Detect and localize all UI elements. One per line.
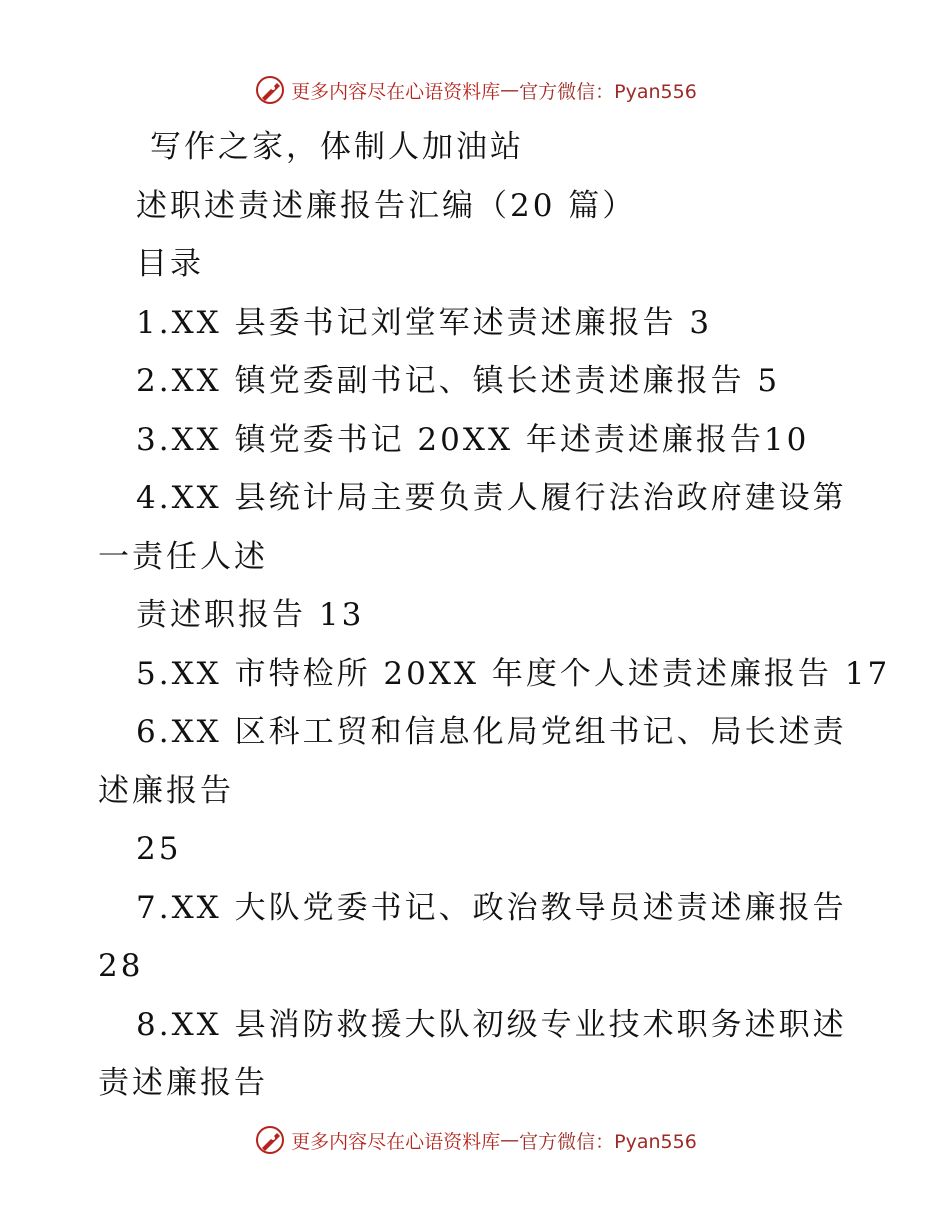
toc-item: 1.XX 县委书记刘堂军述责述廉报告 3 [136,304,713,341]
toc-item: 6.XX 区科工贸和信息化局党组书记、局长述责 [136,714,847,750]
toc-item-continuation: 责述廉报告 [98,1065,268,1101]
banner-text: 更多内容尽在心语资料库 [291,1130,501,1153]
banner-text: 更多内容尽在心语资料库 [291,80,501,103]
banner-wechat: 官方微信：Pyan556 [519,1130,697,1153]
footer-watermark [0,1120,950,1160]
toc-page-number: 28 [98,948,144,984]
toc-item: 2.XX 镇党委副书记、镇长述责述廉报告 5 [136,363,781,399]
toc-item-continuation: 一责任人述 [98,538,268,575]
toc-item-continuation: 述廉报告 [98,772,234,809]
toc-item: 3.XX 镇党委书记 20XX 年述责述廉报告10 [136,421,810,458]
banner-separator: — [500,1129,520,1151]
document-body [98,118,891,1113]
toc-item: 4.XX 县统计局主要负责人履行法治政府建设第 [136,480,847,516]
pen-logo-icon [253,1123,287,1157]
doc-title: 述职述责述廉报告汇编（20 篇） [136,187,637,224]
toc-item-continuation: 责述职报告 13 [136,597,365,633]
doc-line: 写作之家，体制人加油站 [150,129,524,165]
banner-separator: — [500,79,520,101]
toc-heading: 目录 [136,246,204,282]
toc-item: 7.XX 大队党委书记、政治教导员述责述廉报告 [136,889,847,926]
toc-item: 8.XX 县消防救援大队初级专业技术职务述职述 [136,1006,847,1043]
banner-wechat: 官方微信：Pyan556 [519,80,697,103]
toc-item: 5.XX 市特检所 20XX 年度个人述责述廉报告 17 [136,655,891,692]
toc-page-number: 25 [136,831,182,867]
pen-logo-icon [253,73,287,107]
header-watermark [0,70,950,110]
